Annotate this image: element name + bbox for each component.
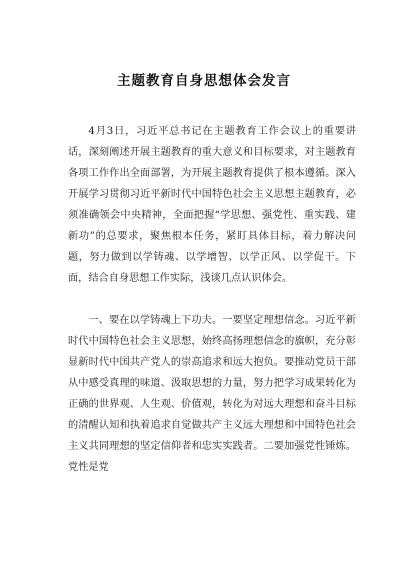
paragraph-section-one: 一、要在以学铸魂上下功夫。一要坚定理想信念。习近平新时代中国特色社会主义思想，始终高扬理想信念的旗帜，充分彰显新时代中国共产党人的崇高追求和远大抱负。要推动党员干部从中感受真理的味道、汲取思想的力量，努力把学习成果转化为正确的世界观、人生观、价值观，转化为对远大理想和奋斗目标的清醒认知和执着追求自觉做共产主义远大理想和中国特色社会主义共同理想的坚定信仰者和忠实实践者。二要加强党性锤炼。党性是党 (68, 315, 356, 473)
document-body (68, 121, 356, 478)
document-title: 主题教育自身思想体会发言 (117, 73, 291, 89)
paragraph-intro: 4月3日，习近平总书记在主题教育工作会议上的重要讲话，深刻阐述开展主题教育的重大意义和目标要求，对主题教育各项工作作出全面部署，为开展主题教育提供了根本遵循。深入开展学习贯彻习近平新时代中国特色社会主义思想主题教育，必须准确领会中央精神，全面把握“学思想、强党性、重实践、建新功”的总要求，聚焦根本任务，紧盯具体目标，着力解决问题，努力做到以学铸魂、以学增智、以学正风、以学促干。下面，结合自身思想工作实际，浅谈几点认识体会。 (68, 126, 356, 284)
